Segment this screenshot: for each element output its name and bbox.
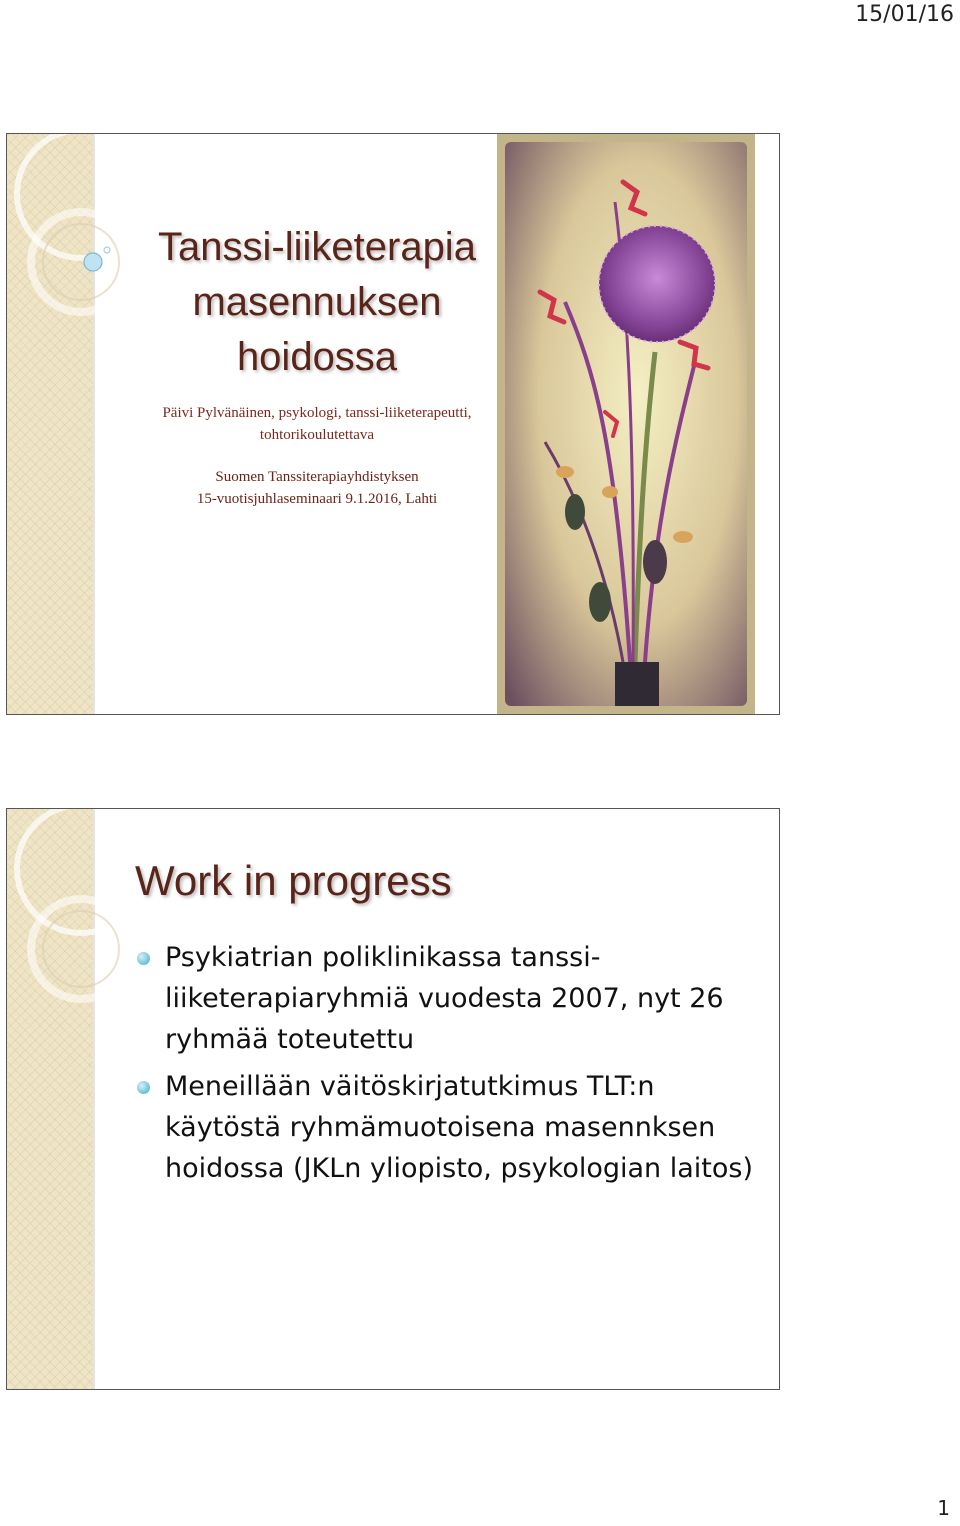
title-line: Tanssi-liiketerapia xyxy=(158,225,476,269)
author-text: tohtorikoulutettava xyxy=(259,427,375,443)
decorative-rings-icon xyxy=(7,809,127,1009)
bullet-icon xyxy=(137,952,150,965)
list-item xyxy=(137,937,757,1060)
bullet-list xyxy=(137,937,757,1195)
event-line xyxy=(127,466,507,510)
flower-photo xyxy=(497,134,755,714)
title-line: masennuksen xyxy=(192,280,442,324)
event-text: 15-vuotisjuhlaseminaari 9.1.2016, Lahti xyxy=(196,491,438,507)
flower-image-icon xyxy=(505,142,747,706)
author-text: Päivi Pylvänäinen, psykologi, tanssi-liiketerapeutti, xyxy=(162,405,472,421)
slide-2-title: Work in progress xyxy=(135,857,452,904)
decorative-rings-icon xyxy=(7,134,127,334)
page-date: 15/01/16 xyxy=(855,2,954,27)
author-line xyxy=(127,402,507,446)
bullet-icon xyxy=(137,1081,150,1094)
list-item xyxy=(137,1066,757,1189)
event-text: Suomen Tanssiterapiayhdistyksen xyxy=(215,469,419,485)
page-number: 1 xyxy=(937,1496,950,1520)
slide-1-title xyxy=(127,220,507,385)
bullet-text: Psykiatrian poliklinikassa tanssi-liiketerapiaryhmiä vuodesta 2007, nyt 26 ryhmää toteutettu xyxy=(165,942,724,1055)
slide-work-in-progress xyxy=(6,808,780,1390)
slide-title xyxy=(6,133,780,715)
title-line: hoidossa xyxy=(236,335,398,379)
bullet-text: Meneillään väitöskirjatutkimus TLT:n käytöstä ryhmämuotoisena masennksen hoidossa (JKLn yliopisto, psykologian laitos) xyxy=(165,1071,754,1184)
